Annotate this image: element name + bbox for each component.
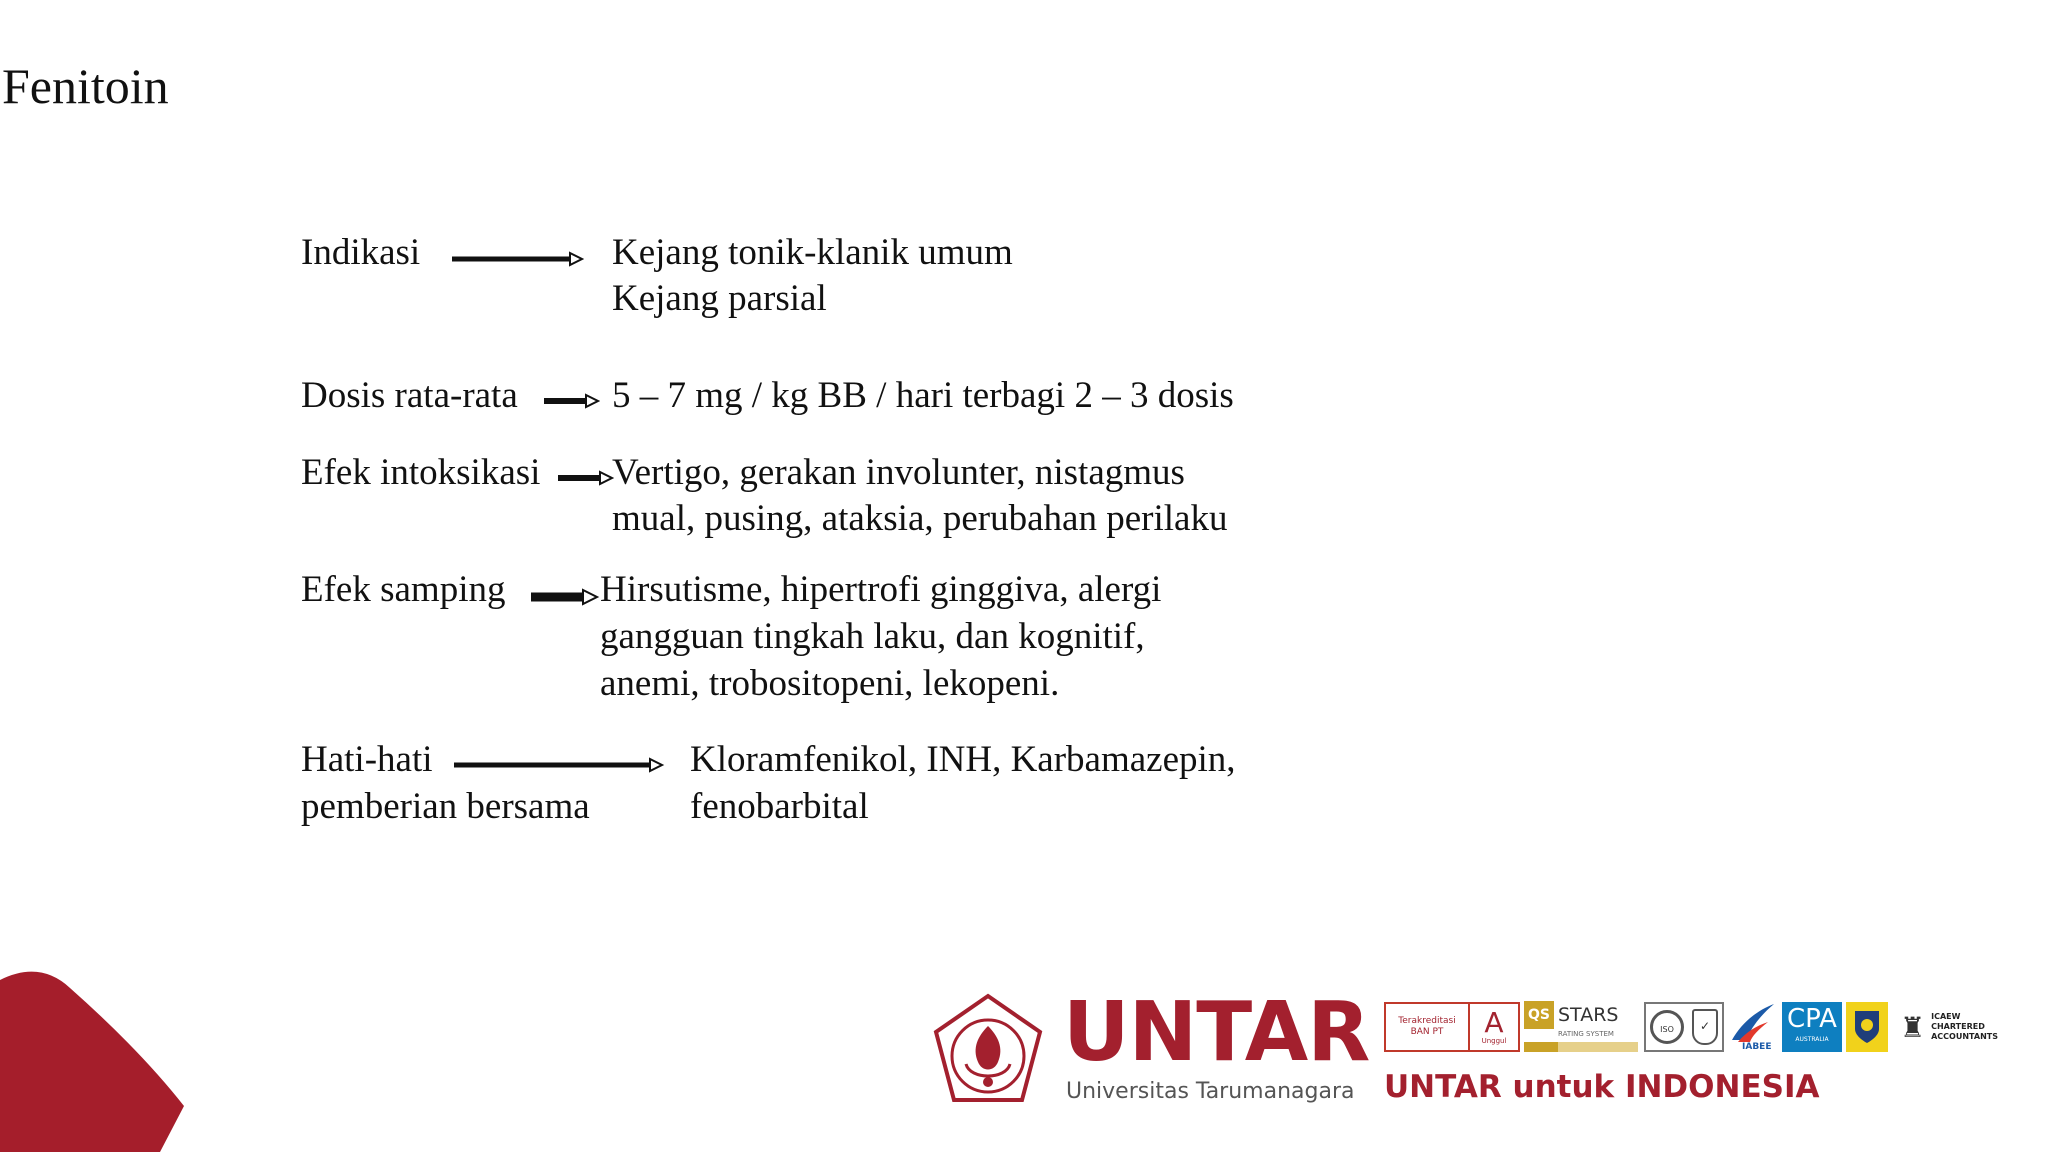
icaew-text: ICAEW CHARTERED ACCOUNTANTS [1931, 1012, 1998, 1041]
university-seal-icon [930, 992, 1046, 1108]
right-arrow-icon [544, 392, 600, 410]
cpa-crest-badge [1846, 1002, 1888, 1052]
hatihati-label-1: Hati-hati [301, 739, 433, 780]
samping-value-3: anemi, trobositopeni, lekopeni. [600, 663, 1060, 704]
iso-badge [1644, 1002, 1724, 1052]
right-arrow-icon [558, 469, 614, 487]
qs-stars-text: STARS [1558, 1004, 1619, 1026]
samping-label: Efek samping [301, 569, 506, 610]
accreditation-grade-box [1470, 1004, 1518, 1050]
samping-value-1: Hirsutisme, hipertrofi ginggiva, alergi [600, 569, 1162, 610]
iabee-label: IABEE [1742, 1042, 1772, 1052]
right-arrow-icon [454, 756, 666, 774]
indikasi-label: Indikasi [301, 232, 421, 273]
hatihati-label-2: pemberian bersama [301, 786, 590, 827]
samping-value-2: gangguan tingkah laku, dan kognitif, [600, 616, 1145, 657]
cpa-text: CPA [1787, 1004, 1837, 1034]
accreditation-badge [1384, 1002, 1520, 1052]
tagline [1384, 1068, 1820, 1106]
check-shield-icon: ✓ [1692, 1009, 1718, 1045]
cpa-badge [1782, 1002, 1842, 1052]
indikasi-value-1: Kejang tonik-klanik umum [612, 232, 1013, 273]
qs-rating-text: RATING SYSTEM [1558, 1030, 1614, 1038]
dosis-value: 5 – 7 mg / kg BB / hari terbagi 2 – 3 dosis [612, 375, 1234, 416]
accreditation-text: Terakreditasi BAN PT [1386, 1004, 1470, 1050]
iabee-swoosh-icon [1728, 1000, 1778, 1044]
slide-title: Fenitoin [2, 58, 169, 114]
right-arrow-icon [531, 587, 601, 607]
crest-icon [1853, 1009, 1881, 1045]
cpa-subtext: AUSTRALIA [1795, 1036, 1829, 1043]
iso-certification-icon: ISO [1650, 1010, 1684, 1044]
qs-rating-bar [1524, 1042, 1638, 1052]
intoksikasi-label: Efek intoksikasi [301, 452, 541, 493]
tagline-part-1: UNTAR untuk [1384, 1069, 1625, 1105]
intoksikasi-value-2: mual, pusing, ataksia, perubahan perilaku [612, 498, 1228, 539]
iabee-badge [1728, 1000, 1778, 1056]
accreditation-grade-sub: Unggul [1481, 1036, 1507, 1045]
brand-name: UNTAR [1063, 985, 1370, 1080]
accreditation-grade: A [1484, 1005, 1504, 1039]
right-arrow-icon [452, 250, 584, 268]
corner-decoration [0, 960, 190, 1152]
indikasi-value-2: Kejang parsial [612, 278, 827, 319]
dosis-label: Dosis rata-rata [301, 375, 518, 416]
intoksikasi-value-1: Vertigo, gerakan involunter, nistagmus [612, 452, 1185, 493]
icaew-badge [1900, 1004, 2010, 1050]
hatihati-value-2: fenobarbital [690, 786, 869, 827]
lion-icon: ♜ [1900, 1010, 1926, 1044]
tagline-part-2: INDONESIA [1624, 1069, 1820, 1105]
qs-stars-badge [1524, 1000, 1638, 1052]
qs-logo: QS [1524, 1001, 1554, 1029]
brand-subtitle: Universitas Tarumanagara [1066, 1079, 1355, 1104]
hatihati-value-1: Kloramfenikol, INH, Karbamazepin, [690, 739, 1236, 780]
